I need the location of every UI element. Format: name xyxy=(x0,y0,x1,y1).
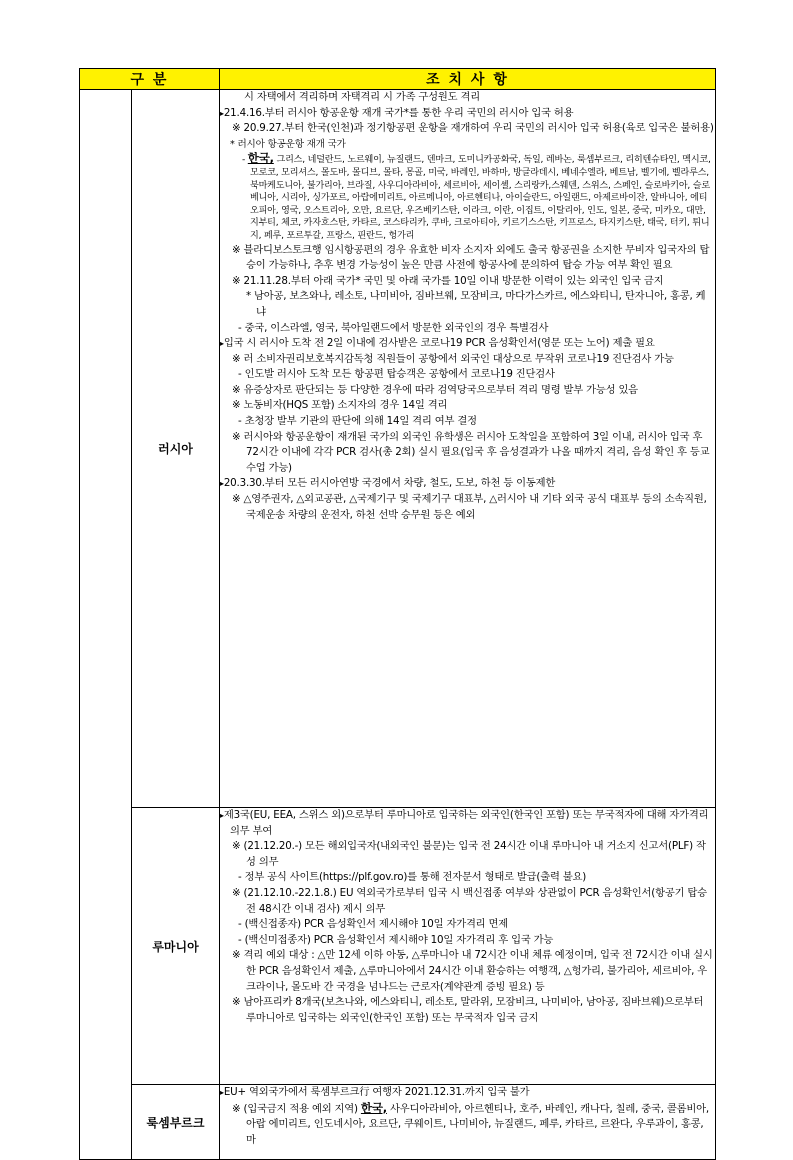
measures-luxembourg xyxy=(220,1085,716,1160)
triangle-bullet-icon: ▸ xyxy=(220,108,224,118)
korea-highlight: 한국, xyxy=(247,151,274,166)
country-list: - 한국, 그리스, 네덜란드, 노르웨이, 뉴질랜드, 덴마크, 도미니카공화국, 독일, 레바논, 룩셈부르크, 리히텐슈타인, 멕시코, 모로코, 모리셔스, 몰도바, 몰디브, 몰타, 몽골, 미국, 바레인, 바하마, 방글라데시, 베네수엘라, 베트남, 벨기에, 벨라루스, 북마케도니아, 불가리아, 브라질, 사우디아라비아, 세르비아, 세이셸, 스리랑카,스웨덴, 스위스, 스페인, 슬로바키아, 슬로베니아, 시리아, 싱가포르, 아랍에미리트, 아르메니아, 아르헨티나, 아이슬란드, 아일랜드, 아제르바이잔, 알바니아, 에티오피아, 영국, 오스트리아, 오만, 요르단, 우즈베키스탄, 이라크, 이란, 이집트, 이탈리아, 인도, 일본, 중국, 미카오, 대만, 지부티, 체코, 카자흐스탄, 카타르, 코스타리카, 쿠바, 크로아티아, 키르기스스탄, 키프로스, 타지키스탄, 태국, 터키, 튀니지, 페루, 포르투갈, 프랑스, 핀란드, 헝가리 xyxy=(242,151,711,241)
dash-line: - 초청장 발부 기관의 판단에 의해 14일 격리 여부 결정 xyxy=(238,415,477,428)
korea-highlight: 한국, xyxy=(360,1100,387,1115)
star-line: * 러시아 항공운항 재개 국가 xyxy=(230,138,346,150)
note-line: ※ △영주권자, △외교공관, △국제기구 및 국제기구 대표부, △러시아 내 기타 외국 공식 대표부 등의 소속직원, 국제운송 차량의 운전자, 하천 선박 승무원 등은 예외 xyxy=(232,493,707,521)
country-name-luxembourg: 룩셈부르크 xyxy=(132,1085,220,1160)
dash-line: - (백신미접종자) PCR 음성확인서 제시해야 10일 자가격리 후 입국 가능 xyxy=(238,933,554,946)
country-name-romania: 루마니아 xyxy=(132,808,220,1085)
bullet-line: ▸입국 시 러시아 도착 전 2일 이내에 검사받은 코로나19 PCR 음성확인서(영문 또는 노어) 제출 필요 xyxy=(220,337,655,350)
triangle-bullet-icon: ▸ xyxy=(220,339,224,349)
measures-romania xyxy=(220,808,716,1085)
table-row-luxembourg xyxy=(80,1085,716,1160)
note-line: ※ 유증상자로 판단되는 등 다양한 경우에 따라 검역당국으로부터 격리 명령 발부 가능성 있음 xyxy=(232,383,638,396)
table-row-romania xyxy=(80,808,716,1085)
note-line: ※ (21.12.20.-) 모든 해외입국자(내외국인 불문)는 입국 전 24시간 이내 루마니아 내 거소지 신고서(PLF) 작성 의무 xyxy=(232,840,706,868)
table-row-russia xyxy=(80,90,716,808)
bullet-line: ▸21.4.16.부터 러시아 항공운항 재개 국가*를 통한 우리 국민의 러시아 입국 허용 xyxy=(220,106,574,119)
header-measures: 조 치 사 항 xyxy=(220,69,716,90)
triangle-bullet-icon: ▸ xyxy=(220,1088,224,1097)
text-line: 시 자택에서 격리하며 자택격리 시 가족 구성원도 격리 xyxy=(244,91,480,103)
note-line: ※ (21.12.10.-22.1.8.) EU 역외국가로부터 입국 시 백신접종 여부와 상관없이 PCR 음성확인서(항공기 탑승 전 48시간 이내 검사) 제시 의무 xyxy=(232,886,707,915)
note-line: ※ 격리 예외 대상 : △만 12세 이하 아동, △루마니아 내 72시간 이내 체류 예정이며, 입국 전 72시간 이내 실시한 PCR 음성확인서 제출, △루마니아에서 24시간 이내 환승하는 여행객, △헝가리, 불가리아, 세르비아, 우크라이나, 몰도바 간 국경을 넘나드는 근로자(계약관계 증빙 필요) 등 xyxy=(232,949,713,993)
header-category: 구 분 xyxy=(80,69,220,90)
note-line: ※ 러 소비자권리보호복지감독청 직원들이 공항에서 외국인 대상으로 무작위 코로나19 진단검사 가능 xyxy=(232,352,674,365)
bullet-line: ▸EU+ 역외국가에서 룩셈부르크行 여행자 2021.12.31.까지 입국 불가 xyxy=(220,1086,530,1098)
measures-russia xyxy=(220,90,716,808)
country-name-russia: 러시아 xyxy=(132,90,220,808)
dash-line: - (백신접종자) PCR 음성확인서 제시해야 10일 자가격리 면제 xyxy=(238,918,508,931)
note-line: ※ 러시아와 항공운항이 재개된 국가의 외국인 유학생은 러시아 도착일을 포함하여 3일 이내, 러시아 입국 후 72시간 이내에 각각 PCR 검사(총 2회) 실시 필요(입국 후 음성결과가 나올 때까지 격리, 음성 확인 후 등교 수업 가능) xyxy=(232,430,710,474)
star-line: * 남아공, 보츠와나, 레소토, 나미비아, 짐바브웨, 모잠비크, 마다가스카르, 에스와티니, 탄자니아, 홍콩, 케냐 xyxy=(246,290,706,318)
bullet-line: ▸20.3.30.부터 모든 러시아연방 국경에서 차량, 철도, 도보, 하천 등 이동제한 xyxy=(220,477,556,490)
bullet-line: ▸제3국(EU, EEA, 스위스 외)으로부터 루마니아로 입국하는 외국인(한국인 포함) 또는 무국적자에 대해 자가격리 의무 부여 xyxy=(220,809,709,837)
measures-table xyxy=(79,68,716,1160)
region-cell xyxy=(80,90,132,1160)
note-line: ※ 노동비자(HQS 포함) 소지자의 경우 14일 격리 xyxy=(232,399,448,412)
triangle-bullet-icon: ▸ xyxy=(220,479,224,489)
note-line: ※ 20.9.27.부터 한국(인천)과 정기항공편 운항을 재개하여 우리 국민의 러시아 입국 허용(육로 입국은 불허용) xyxy=(232,122,714,135)
dash-line: - 정부 공식 사이트(https://plf.gov.ro)를 통해 전자문서 형태로 발급(출력 불요) xyxy=(238,871,587,884)
note-line: ※ 블라디보스토크행 임시항공편의 경우 유효한 비자 소지자 외에도 출국 항공권을 소지한 무비자 입국자의 탑승이 가능하나, 추후 변경 가능성이 높은 만큼 사전에 항공사에 문의하여 탑승 가능 여부 확인 필요 xyxy=(232,243,710,272)
note-line: ※ 21.11.28.부터 아래 국가* 국민 및 아래 국가를 10일 이내 방문한 이력이 있는 외국인 입국 금지 xyxy=(232,274,664,287)
dash-line: - 인도발 러시아 도착 모든 항공편 탑승객은 공항에서 코로나19 진단검사 xyxy=(238,368,555,381)
dash-line: - 중국, 이스라엘, 영국, 북아일랜드에서 방문한 외국인의 경우 특별검사 xyxy=(238,321,549,334)
note-line: ※ 남아프리카 8개국(보츠나와, 에스와티니, 레소토, 말라위, 모잠비크, 나미비아, 남아공, 짐바브웨)으로부터 루마니아로 입국하는 외국인(한국인 포함) 또는 무국적자 입국 금지 xyxy=(232,996,704,1024)
table-header-row xyxy=(80,69,716,90)
triangle-bullet-icon: ▸ xyxy=(220,811,224,820)
note-line: ※ (입국금지 적용 예외 지역) 한국, 사우디아라비아, 아르헨티나, 호주, 바레인, 캐나다, 칠레, 중국, 콜롬비아, 아랍 에미리트, 인도네시아, 요르단, 쿠웨이트, 나미비아, 뉴질랜드, 페루, 카타르, 르완다, 우루과이, 홍콩, 마 xyxy=(232,1100,709,1146)
